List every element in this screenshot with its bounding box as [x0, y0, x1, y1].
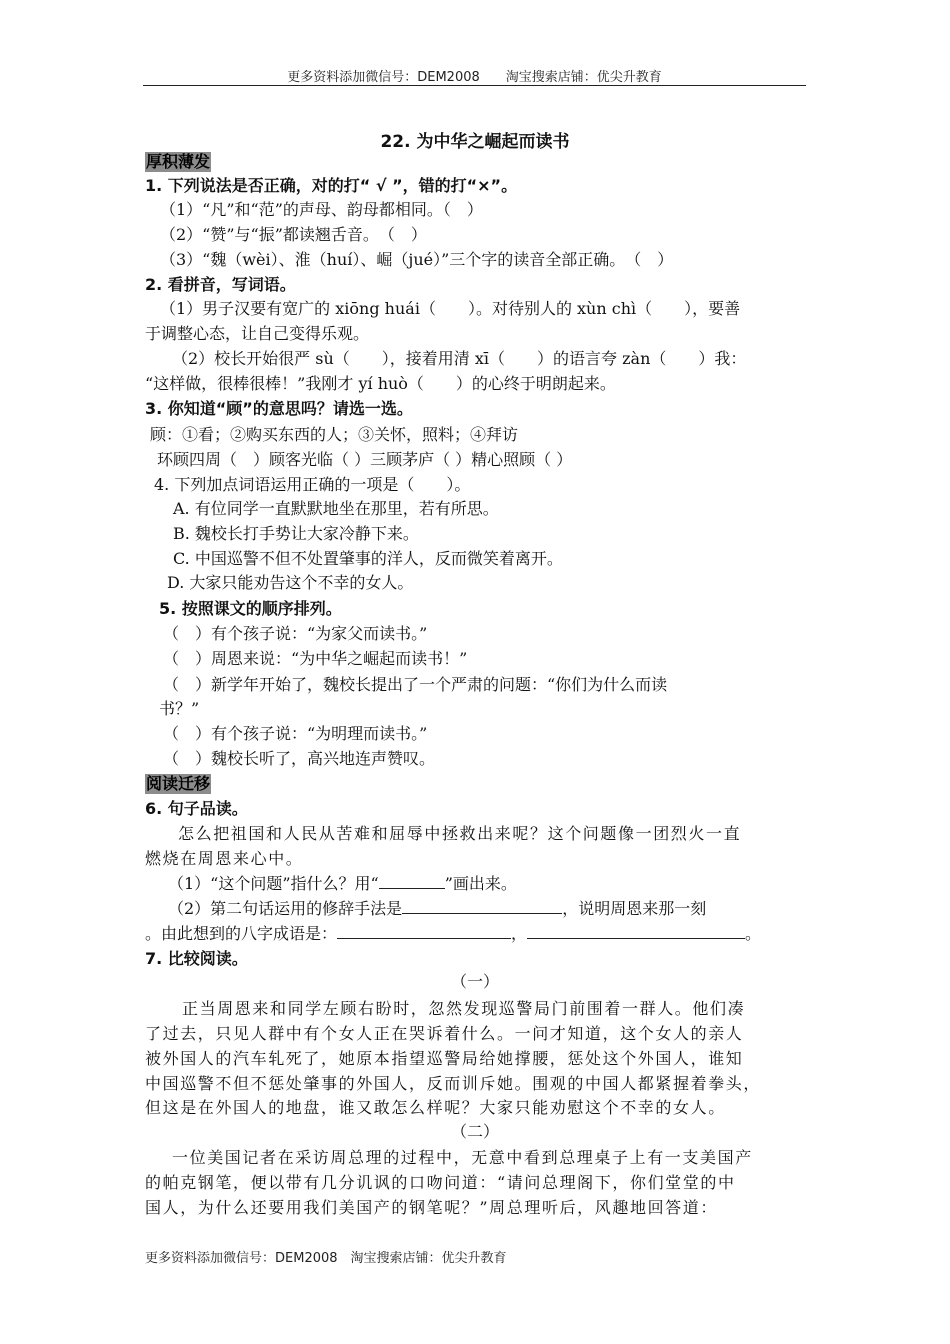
q4-option-b: B. 魏校长打手势让大家冷静下来。: [173, 524, 419, 543]
q7-part1-line: 正当周恩来和同学左顾右盼时，忽然发现巡警局门前围着一群人。他们凑: [182, 999, 746, 1018]
q1-item: （2）“赞”与“振”都读翘舌音。 （ ）: [160, 225, 427, 244]
q4-option-c: C. 中国巡警不但不处置肇事的洋人，反而微笑着离开。: [173, 549, 563, 568]
q7-part1-line: 但这是在外国人的地盘，谁又敢怎么样呢？大家只能劝慰这个不幸的女人。: [145, 1098, 726, 1117]
q5-item: （ ）新学年开始了，魏校长提出了一个严肃的问题：“你们为什么而读: [163, 675, 668, 694]
q6-sub2: [168, 898, 706, 920]
q7-part1-line: 中国巡警不但不惩处肇事的外国人，反而训斥她。围观的中国人都紧握着拳头，: [145, 1074, 762, 1093]
q1-item: （1）“凡”和“范”的声母、韵母都相同。（ ）: [160, 200, 483, 219]
q6-sub2-text: ，: [511, 924, 528, 943]
answer-blank[interactable]: [379, 874, 445, 889]
q6-stem: 6. 句子品读。: [145, 799, 248, 818]
answer-blank[interactable]: [527, 924, 745, 939]
header-divider: [143, 85, 806, 86]
q7-part1-line: 了过去，只见人群中有个女人正在哭诉着什么。一问才知道，这个女人的亲人: [145, 1024, 744, 1043]
q7-part1-line: 被外国人的汽车轧死了，她原本指望巡警局给她撑腰，惩处这个外国人，谁知: [145, 1049, 744, 1068]
q7-part2-line: 的帕克钢笔，便以带有几分讥讽的口吻问道：“请问总理阁下，你们堂堂的中: [145, 1173, 736, 1192]
q6-sub2-cont: [145, 923, 761, 945]
section-heading-2: 阅读迁移: [146, 774, 211, 793]
q7-part2-line: 国人，为什么还要用我们美国产的钢笔呢？”周总理听后，风趣地回答道：: [145, 1198, 718, 1217]
q2-line: （2）校长开始很严 sù（ ），接着用清 xī（ ）的语言夸 zàn（ ）我：: [172, 349, 747, 368]
q4-option-d: D. 大家只能劝告这个不幸的女人。: [167, 573, 414, 592]
section-heading-1: 厚积薄发: [146, 152, 211, 171]
q6-sub1: [168, 873, 517, 895]
q3-stem: 3. 你知道“顾”的意思吗？请选一选。: [145, 399, 413, 418]
q2-line: （1）男子汉要有宽广的 xiōng huái（ ）。对待别人的 xùn chì（ ），要善: [160, 299, 741, 318]
q1-stem: 1. 下列说法是否正确，对的打“ √ ”，错的打“×”。: [145, 176, 518, 195]
q2-line: 于调整心态，让自己变得乐观。: [145, 324, 370, 343]
q4-option-a: A. 有位同学一直默默地坐在那里，若有所思。: [173, 499, 499, 518]
q6-sub2-text: 。由此想到的八字成语是：: [145, 924, 338, 943]
q6-passage-line: 怎么把祖国和人民从苦难和屈辱中拯救出来呢？这个问题像一团烈火一直: [178, 824, 742, 843]
q5-item: （ ）有个孩子说：“为明理而读书。”: [163, 724, 428, 743]
q5-stem: 5. 按照课文的顺序排列。: [159, 599, 342, 618]
q5-item: （ ）有个孩子说：“为家父而读书。”: [163, 624, 428, 643]
q5-item: （ ）周恩来说：“为中华之崛起而读书！”: [163, 649, 468, 668]
q5-item: 书？”: [159, 699, 200, 718]
q6-sub2-text: ，说明周恩来那一刻: [562, 899, 707, 918]
q6-sub1-text: ”画出来。: [444, 874, 517, 893]
answer-blank[interactable]: [402, 899, 562, 914]
q7-part2-title: （二）: [450, 1122, 499, 1141]
q7-part1-title: （一）: [450, 972, 499, 991]
q1-item: （3）“魏（wèi）、淮（huí）、崛（jué）”三个字的读音全部正确。 （ ）: [160, 250, 674, 269]
q3-meanings: 顾：①看；②购买东西的人；③关怀，照料；④拜访: [150, 425, 519, 444]
q2-stem: 2. 看拼音，写词语。: [145, 275, 296, 294]
page-header: 更多资料添加微信号：DEM2008 淘宝搜索店铺：优尖升教育: [287, 70, 662, 85]
page-footer: 更多资料添加微信号：DEM2008 淘宝搜索店铺：优尖升教育: [145, 1251, 507, 1266]
q6-passage-line: 燃烧在周恩来心中。: [145, 849, 304, 868]
q7-stem: 7. 比较阅读。: [145, 949, 248, 968]
q6-sub2-text: （2）第二句话运用的修辞手法是: [168, 899, 403, 918]
q4-stem: 4. 下列加点词语运用正确的一项是（ ）。: [154, 475, 471, 494]
lesson-title: 22. 为中华之崛起而读书: [380, 132, 570, 152]
q6-sub1-text: （1）“这个问题”指什么？用“: [168, 874, 379, 893]
q2-line: “这样做，很棒很棒！”我刚才 yí huò（ ）的心终于明朗起来。: [145, 374, 616, 393]
q6-sub2-text: 。: [745, 924, 762, 943]
q5-item: （ ）魏校长听了，高兴地连声赞叹。: [163, 749, 436, 768]
q7-part2-line: 一位美国记者在采访周总理的过程中，无意中看到总理桌子上有一支美国产: [172, 1148, 753, 1167]
q3-words: 环顾四周（ ）顾客光临（ ）三顾茅庐（ ）精心照顾（ ）: [157, 450, 573, 469]
answer-blank[interactable]: [337, 924, 511, 939]
